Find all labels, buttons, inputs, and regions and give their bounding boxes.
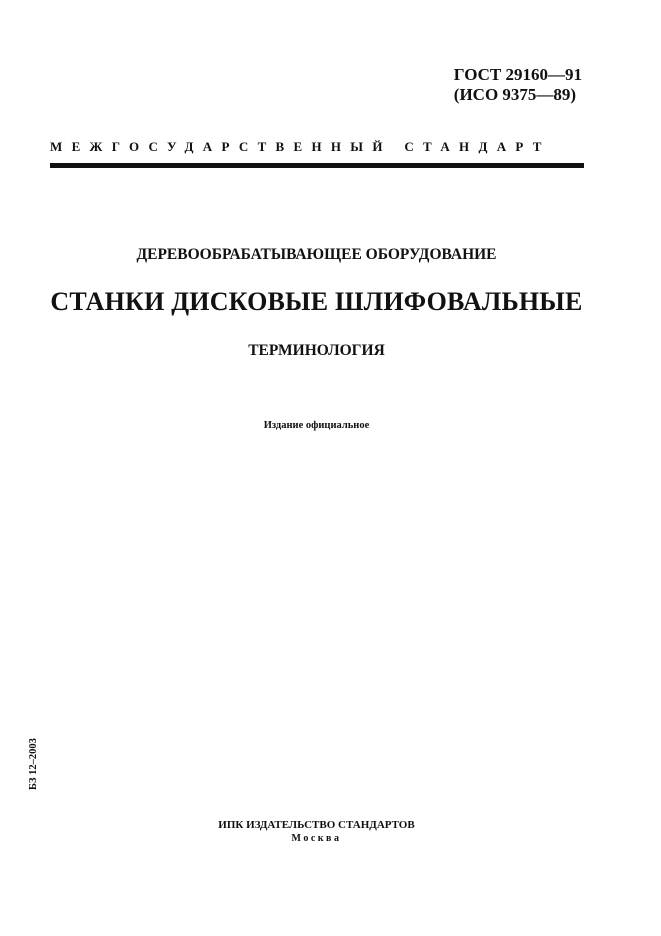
edition-note: Издание официальное: [263, 420, 370, 431]
iso-code: (ИСО 9375—89): [453, 85, 577, 104]
subtitle: ТЕРМИНОЛОГИЯ: [248, 342, 385, 359]
standard-type-heading: МЕЖГОСУДАРСТВЕННЫЙ СТАНДАРТ: [50, 139, 551, 154]
gost-code: ГОСТ 29160—91: [453, 65, 582, 84]
publisher-city: Москва: [291, 833, 342, 844]
side-code: БЗ 12–2003: [28, 738, 39, 790]
publisher-name: ИПК ИЗДАТЕЛЬСТВО СТАНДАРТОВ: [218, 819, 415, 831]
field-heading: ДЕРЕВООБРАБАТЫВАЮЩЕЕ ОБОРУДОВАНИЕ: [136, 246, 497, 263]
document-code-block: [454, 65, 582, 105]
page-title: СТАНКИ ДИСКОВЫЕ ШЛИФОВАЛЬНЫЕ: [50, 287, 583, 316]
header-divider: [50, 163, 584, 168]
